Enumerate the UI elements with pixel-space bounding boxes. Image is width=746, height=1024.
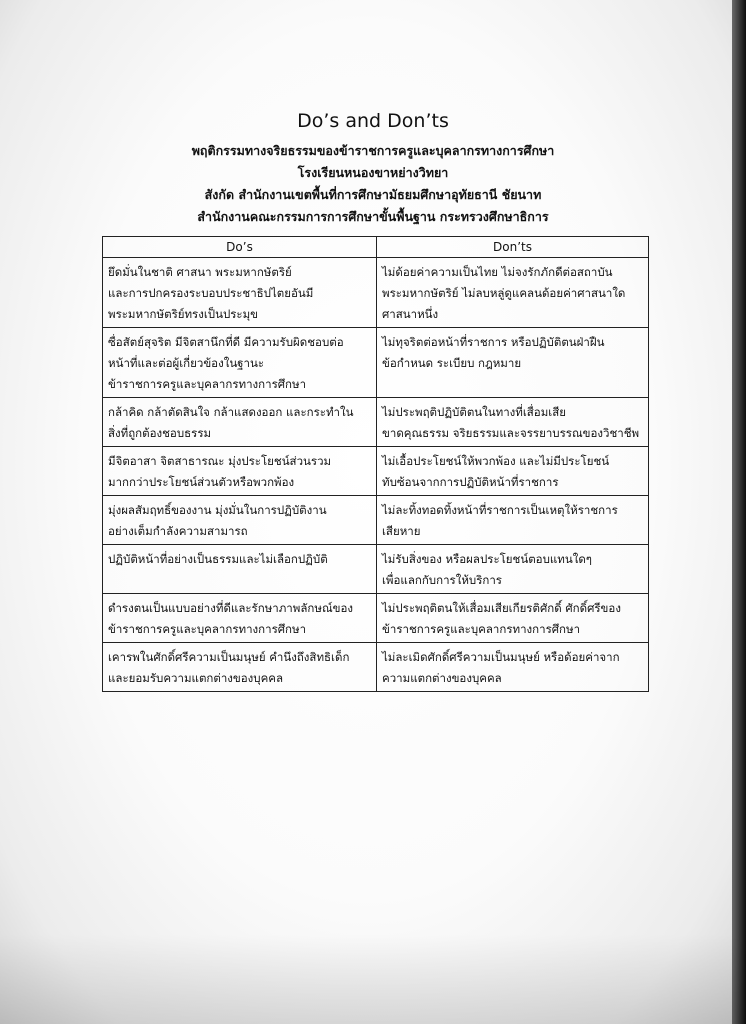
table-row [103, 594, 649, 643]
dos-cell [103, 496, 377, 545]
cell-line: ดำรงตนเป็นแบบอย่างที่ดีและรักษาภาพลักษณ์ของ [108, 601, 353, 615]
cell-line: ไม่ละเมิดศักดิ์ศรีความเป็นมนุษย์ หรือด้อยค่าจาก [382, 650, 620, 664]
table-row [103, 447, 649, 496]
table-row [103, 328, 649, 398]
cell-line: และยอมรับความแตกต่างของบุคคล [108, 671, 284, 685]
subtitle-line-2: โรงเรียนหนองขาหย่างวิทยา [297, 165, 449, 180]
table-row [103, 643, 649, 692]
cell-line: ทับซ้อนจากการปฏิบัติหน้าที่ราชการ [382, 475, 559, 489]
cell-line: เสียหาย [382, 524, 421, 538]
cell-line: ซื่อสัตย์สุจริต มีจิตสานึกที่ดี มีความรับผิดชอบต่อ [108, 335, 344, 349]
dos-cell [103, 545, 377, 594]
dos-cell [103, 643, 377, 692]
cell-line: มีจิตอาสา จิตสาธารณะ มุ่งประโยชน์ส่วนรวม [108, 454, 332, 468]
cell-line: ไม่ละทิ้งทอดทิ้งหน้าที่ราชการเป็นเหตุให้ราชการ [382, 503, 618, 517]
subtitle-line-3: สังกัด สำนักงานเขตพื้นที่การศึกษามัธยมศึกษาอุทัยธานี ชัยนาท [204, 187, 542, 202]
table-row [103, 545, 649, 594]
cell-line: อย่างเต็มกำลังความสามารถ [108, 524, 248, 538]
donts-cell [377, 258, 649, 328]
document-title: Do’s and Don’ts [297, 110, 449, 132]
dos-cell [103, 447, 377, 496]
cell-line: ไม่เอื้อประโยชน์ให้พวกพ้อง และไม่มีประโยชน์ [382, 454, 610, 468]
cell-line: ศาสนาหนึ่ง [382, 307, 439, 321]
cell-line: ข้าราชการครูและบุคลากรทางการศึกษา [382, 622, 581, 636]
subtitle-line-1: พฤติกรรมทางจริยธรรมของข้าราชการครูและบุคลากรทางการศึกษา [191, 143, 555, 158]
page-bottom-shade [0, 934, 746, 1024]
cell-line: ไม่ทุจริตต่อหน้าที่ราชการ หรือปฏิบัติตนฝ่าฝืน [382, 335, 605, 349]
donts-cell [377, 496, 649, 545]
table-row [103, 258, 649, 328]
cell-line: ไม่รับสิ่งของ หรือผลประโยชน์ตอบแทนใดๆ [382, 552, 592, 566]
header-dos: Do’s [103, 237, 377, 258]
subtitle-line-4: สำนักงานคณะกรรมการการศึกษาขั้นพื้นฐาน กระทรวงศึกษาธิการ [197, 209, 549, 224]
donts-cell [377, 545, 649, 594]
header-donts: Don’ts [377, 237, 649, 258]
cell-line: ขาดคุณธรรม จริยธรรมและจรรยาบรรณของวิชาชีพ [382, 426, 640, 440]
dos-cell [103, 594, 377, 643]
cell-line: มุ่งผลสัมฤทธิ์ของงาน มุ่งมั่นในการปฏิบัติงาน [108, 503, 327, 517]
dos-and-donts-table [102, 236, 649, 692]
dos-cell [103, 328, 377, 398]
table-row [103, 398, 649, 447]
cell-line: ข้อกำหนด ระเบียบ กฎหมาย [382, 356, 522, 370]
cell-line: ข้าราชการครูและบุคลากรทางการศึกษา [108, 622, 307, 636]
cell-line: ความแตกต่างของบุคคล [382, 671, 502, 685]
donts-cell [377, 398, 649, 447]
cell-line: ปฏิบัติหน้าที่อย่างเป็นธรรมและไม่เลือกปฏิบัติ [108, 552, 328, 566]
cell-line: พระมหากษัตริย์ทรงเป็นประมุข [108, 307, 259, 321]
cell-line: เคารพในศักดิ์ศรีความเป็นมนุษย์ คำนึงถึงสิทธิเด็ก [108, 650, 350, 664]
cell-line: เพื่อแลกกับการให้บริการ [382, 573, 502, 587]
donts-cell [377, 328, 649, 398]
cell-line: และการปกครองระบอบประชาธิปไตยอันมี [108, 286, 314, 300]
cell-line: สิ่งที่ถูกต้องชอบธรรม [108, 426, 212, 440]
cell-line: ยึดมั่นในชาติ ศาสนา พระมหากษัตริย์ [108, 265, 292, 279]
donts-cell [377, 447, 649, 496]
cell-line: พระมหากษัตริย์ ไม่ลบหลู่ดูแคลนด้อยค่าศาสนาใด [382, 286, 626, 300]
cell-line: ข้าราชการครูและบุคลากรทางการศึกษา [108, 377, 307, 391]
cell-line: ไม่ประพฤติปฏิบัติตนในทางที่เสื่อมเสีย [382, 405, 566, 419]
cell-line: ไม่ประพฤติตนให้เสื่อมเสียเกียรติศักดิ์ ศักดิ์ศรีของ [382, 601, 621, 615]
dos-cell [103, 258, 377, 328]
cell-line: กล้าคิด กล้าตัดสินใจ กล้าแสดงออก และกระทำใน [108, 405, 354, 419]
donts-cell [377, 594, 649, 643]
donts-cell [377, 643, 649, 692]
cell-line: ไม่ด้อยค่าความเป็นไทย ไม่จงรักภักดีต่อสถาบัน [382, 265, 613, 279]
cell-line: มากกว่าประโยชน์ส่วนตัวหรือพวกพ้อง [108, 475, 295, 489]
cell-line: หน้าที่และต่อผู้เกี่ยวข้องในฐานะ [108, 356, 265, 370]
table-row [103, 496, 649, 545]
table-header-row [103, 237, 649, 258]
dos-cell [103, 398, 377, 447]
